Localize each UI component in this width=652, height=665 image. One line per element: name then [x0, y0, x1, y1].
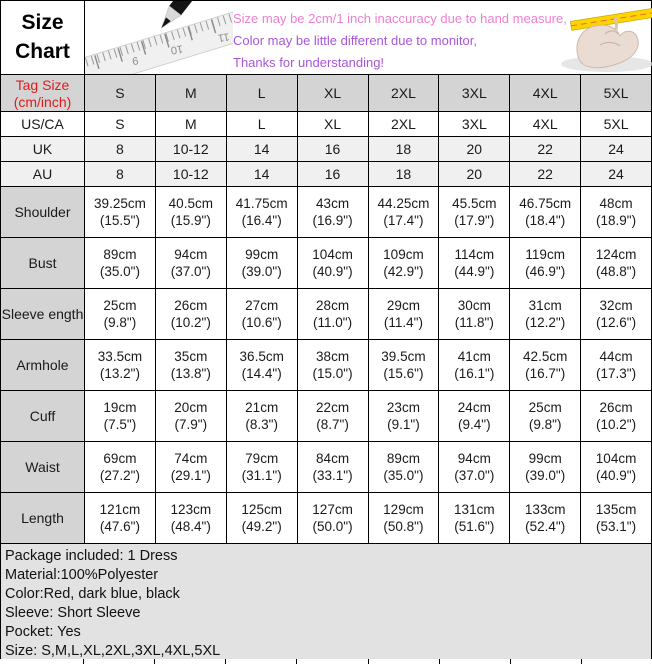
- size-cell: 5XL: [581, 112, 651, 137]
- info-line: Sleeve: Short Sleeve: [5, 605, 141, 621]
- measure-cell: 131cm (51.6"): [439, 493, 510, 544]
- measure-cell: 28cm (11.0"): [298, 289, 369, 340]
- measure-cell: 38cm (15.0"): [298, 340, 369, 391]
- measure-cell: 104cm (40.9"): [581, 442, 651, 493]
- column-tick: [510, 659, 511, 664]
- size-cell: 8: [85, 162, 156, 187]
- measure-cell: 41cm (16.1"): [439, 340, 510, 391]
- measure-cell: 94cm (37.0"): [439, 442, 510, 493]
- size-cell: 4XL: [510, 75, 581, 112]
- size-cell: 18: [369, 162, 440, 187]
- measure-cell: 20cm (7.9"): [156, 391, 227, 442]
- measure-cell: 99cm (39.0"): [227, 238, 298, 289]
- size-cell: S: [85, 75, 156, 112]
- measure-cell: 29cm (11.4"): [369, 289, 440, 340]
- size-cell: XL: [298, 112, 369, 137]
- row-label: Sleeve ength: [1, 289, 85, 340]
- column-tick: [439, 659, 440, 664]
- size-cell: XL: [298, 75, 369, 112]
- banner-note-line: Size may be 2cm/1 inch inaccuracy due to hand measure,: [233, 11, 567, 26]
- measure-cell: 94cm (37.0"): [156, 238, 227, 289]
- measure-cell: 133cm (52.4"): [510, 493, 581, 544]
- table-row: [1, 340, 651, 391]
- measure-cell: 25cm (9.8"): [510, 391, 581, 442]
- size-cell: 18: [369, 137, 440, 162]
- measure-cell: 43cm (16.9"): [298, 187, 369, 238]
- measure-cell: 22cm (8.7"): [298, 391, 369, 442]
- size-table: [1, 75, 651, 544]
- size-cell: 24: [581, 162, 651, 187]
- banner-note-line: Thanks for understanding!: [233, 55, 385, 70]
- row-label: Cuff: [1, 391, 85, 442]
- info-line: Size: S,M,L,XL,2XL,3XL,4XL,5XL: [5, 643, 221, 659]
- cropped-next-row-strip: [0, 659, 652, 665]
- size-cell: 22: [510, 162, 581, 187]
- table-row: [1, 162, 651, 187]
- measure-cell: 27cm (10.6"): [227, 289, 298, 340]
- banner: [1, 1, 651, 75]
- measure-cell: 79cm (31.1"): [227, 442, 298, 493]
- measure-cell: 89cm (35.0"): [369, 442, 440, 493]
- column-tick: [296, 659, 297, 664]
- size-cell: 16: [298, 137, 369, 162]
- row-label: US/CA: [1, 112, 85, 137]
- measure-cell: 32cm (12.6"): [581, 289, 651, 340]
- measure-cell: 99cm (39.0"): [510, 442, 581, 493]
- measure-cell: 84cm (33.1"): [298, 442, 369, 493]
- size-cell: S: [85, 112, 156, 137]
- column-tick: [83, 659, 84, 664]
- svg-text:9: 9: [131, 53, 140, 67]
- measure-cell: 109cm (42.9"): [369, 238, 440, 289]
- size-cell: 8: [85, 137, 156, 162]
- measure-cell: 33.5cm (13.2"): [85, 340, 156, 391]
- measure-cell: 46.75cm (18.4"): [510, 187, 581, 238]
- measure-cell: 39.5cm (15.6"): [369, 340, 440, 391]
- size-cell: 10-12: [156, 137, 227, 162]
- measure-cell: 44cm (17.3"): [581, 340, 651, 391]
- measure-cell: 25cm (9.8"): [85, 289, 156, 340]
- size-cell: 5XL: [581, 75, 651, 112]
- svg-text:11: 11: [217, 30, 231, 44]
- measure-cell: 129cm (50.8"): [369, 493, 440, 544]
- measure-cell: 35cm (13.8"): [156, 340, 227, 391]
- measure-cell: 45.5cm (17.9"): [439, 187, 510, 238]
- measure-cell: 23cm (9.1"): [369, 391, 440, 442]
- row-label: Bust: [1, 238, 85, 289]
- measure-cell: 135cm (53.1"): [581, 493, 651, 544]
- measure-cell: 39.25cm (15.5"): [85, 187, 156, 238]
- measure-cell: 125cm (49.2"): [227, 493, 298, 544]
- measure-cell: 121cm (47.6"): [85, 493, 156, 544]
- row-label: Tag Size (cm/inch): [1, 75, 85, 112]
- row-label: UK: [1, 137, 85, 162]
- size-cell: 2XL: [369, 75, 440, 112]
- measure-cell: 127cm (50.0"): [298, 493, 369, 544]
- measure-cell: 123cm (48.4"): [156, 493, 227, 544]
- size-cell: 16: [298, 162, 369, 187]
- row-label: AU: [1, 162, 85, 187]
- banner-note-line: Color may be little different due to monitor,: [233, 33, 477, 48]
- size-cell: 2XL: [369, 112, 440, 137]
- measure-cell: 24cm (9.4"): [439, 391, 510, 442]
- measure-cell: 119cm (46.9"): [510, 238, 581, 289]
- size-cell: 20: [439, 137, 510, 162]
- size-cell: L: [227, 112, 298, 137]
- measure-cell: 69cm (27.2"): [85, 442, 156, 493]
- measure-cell: 74cm (29.1"): [156, 442, 227, 493]
- banner-notes: [233, 1, 567, 74]
- table-row: [1, 187, 651, 238]
- measure-cell: 44.25cm (17.4"): [369, 187, 440, 238]
- measure-cell: 40.5cm (15.9"): [156, 187, 227, 238]
- hand-tape-image: [545, 1, 652, 74]
- column-tick: [225, 659, 226, 664]
- size-cell: 10-12: [156, 162, 227, 187]
- size-cell: 14: [227, 162, 298, 187]
- table-row: [1, 137, 651, 162]
- column-tick: [581, 659, 582, 664]
- column-tick: [154, 659, 155, 664]
- info-line: Pocket: Yes: [5, 624, 81, 640]
- measure-cell: 21cm (8.3"): [227, 391, 298, 442]
- row-label: Armhole: [1, 340, 85, 391]
- row-label: Waist: [1, 442, 85, 493]
- measure-cell: 36.5cm (14.4"): [227, 340, 298, 391]
- table-row: [1, 493, 651, 544]
- measure-cell: 41.75cm (16.4"): [227, 187, 298, 238]
- column-tick: [368, 659, 369, 664]
- measure-cell: 89cm (35.0"): [85, 238, 156, 289]
- row-label: Shoulder: [1, 187, 85, 238]
- measure-cell: 26cm (10.2"): [156, 289, 227, 340]
- measure-cell: 104cm (40.9"): [298, 238, 369, 289]
- table-row: [1, 442, 651, 493]
- table-row: [1, 391, 651, 442]
- measure-cell: 26cm (10.2"): [581, 391, 651, 442]
- size-cell: 22: [510, 137, 581, 162]
- page-title: Size Chart: [1, 1, 85, 74]
- info-line: Package included: 1 Dress: [5, 548, 178, 564]
- measure-cell: 42.5cm (16.7"): [510, 340, 581, 391]
- measure-cell: 31cm (12.2"): [510, 289, 581, 340]
- size-cell: 3XL: [439, 112, 510, 137]
- info-line: Color:Red, dark blue, black: [5, 586, 180, 602]
- product-info: [1, 544, 651, 661]
- table-row: [1, 75, 651, 112]
- measure-cell: 48cm (18.9"): [581, 187, 651, 238]
- info-line: Material:100%Polyester: [5, 567, 159, 583]
- size-cell: M: [156, 75, 227, 112]
- size-cell: 20: [439, 162, 510, 187]
- size-cell: M: [156, 112, 227, 137]
- size-cell: L: [227, 75, 298, 112]
- measure-cell: 114cm (44.9"): [439, 238, 510, 289]
- table-row: [1, 238, 651, 289]
- measure-cell: 19cm (7.5"): [85, 391, 156, 442]
- row-label: Length: [1, 493, 85, 544]
- measure-cell: 30cm (11.8"): [439, 289, 510, 340]
- size-cell: 14: [227, 137, 298, 162]
- size-cell: 3XL: [439, 75, 510, 112]
- svg-text:10: 10: [169, 42, 184, 57]
- ruler-pencil-image: [85, 1, 233, 74]
- size-cell: 4XL: [510, 112, 581, 137]
- table-row: [1, 289, 651, 340]
- measure-cell: 124cm (48.8"): [581, 238, 651, 289]
- size-cell: 24: [581, 137, 651, 162]
- table-row: [1, 112, 651, 137]
